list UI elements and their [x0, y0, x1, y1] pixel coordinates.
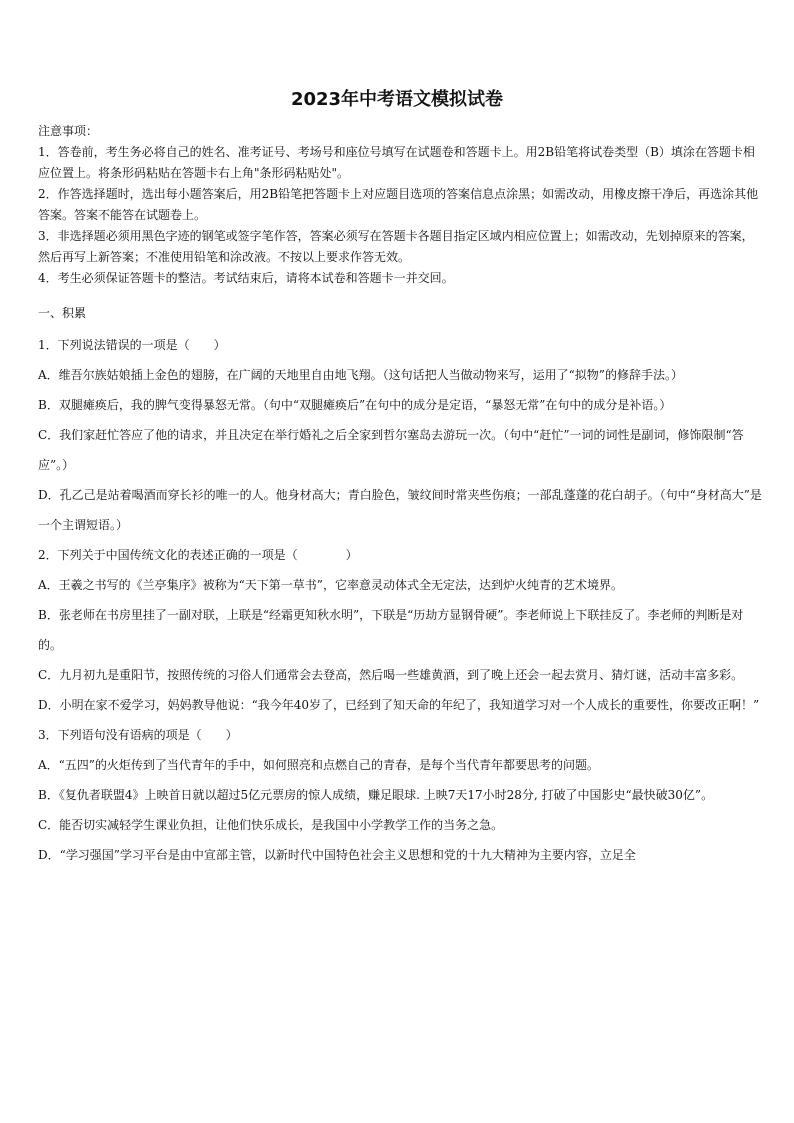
notice-heading: 注意事项： [38, 124, 99, 138]
page-title: 2023年中考语文模拟试卷 [290, 89, 504, 110]
question-option: A．王羲之书写的《兰亭集序》被称为“天下第一草书”，它率意灵动体式全无定法，达到炉火纯青的艺术境界。 [38, 578, 623, 592]
question-stem: 3．下列语句没有语病的项是（ ） [38, 728, 238, 742]
question-list [38, 330, 762, 870]
notice-item: 4．考生必须保证答题卡的整洁。考试结束后，请将本试卷和答题卡一并交回。 [38, 271, 454, 285]
notice-item: 1．答卷前，考生务必将自己的姓名、准考证号、考场号和座位号填写在试题卷和答题卡上。用2B铅笔将试卷类型（B）填涂在答题卡相应位置上。将条形码粘贴在答题卡右上角"条形码粘贴处"。 [38, 145, 755, 180]
question-option: D．孔乙己是站着喝酒而穿长衫的唯一的人。他身材高大；青白脸色，皱纹间时常夹些伤痕；一部乱蓬蓬的花白胡子。（句中“身材高大”是一个主谓短语。） [38, 488, 762, 532]
question-stem: 2．下列关于中国传统文化的表述正确的一项是（ ） [38, 548, 358, 562]
question-option: C．九月初九是重阳节，按照传统的习俗人们通常会去登高，然后喝一些雄黄酒，到了晚上还会一起去赏月、猜灯谜，活动丰富多彩。 [38, 668, 744, 682]
question-option: B．张老师在书房里挂了一副对联，上联是“经霜更知秋水明”，下联是“历劫方显钢骨硬”。李老师说上下联挂反了。李老师的判断是对的。 [38, 608, 744, 652]
section-heading: 一、积累 [38, 306, 87, 320]
notice-item: 2．作答选择题时，选出每小题答案后，用2B铅笔把答题卡上对应题目选项的答案信息点涂黑；如需改动，用橡皮擦干净后，再选涂其他答案。答案不能答在试题卷上。 [38, 187, 759, 222]
question-option: A．“五四”的火炬传到了当代青年的手中，如何照亮和点燃自己的青春，是每个当代青年都要思考的问题。 [38, 758, 599, 772]
question-option: B．《复仇者联盟4》上映首日就以超过5亿元票房的惊人成绩，赚足眼球. 上映7天17小时28分, 打破了中国影史“最快破30亿”。 [38, 788, 714, 802]
notice-item: 3．非选择题必须用黑色字迹的钢笔或签字笔作答，答案必须写在答题卡各题目指定区域内相应位置上；如需改动，先划掉原来的答案，然后再写上新答案；不准使用铅笔和涂改液。不按以上要求作答无效。 [38, 229, 754, 264]
question-option: B．双腿瘫痪后，我的脾气变得暴怒无常。（句中“双腿瘫痪后”在句中的成分是定语，“暴怒无常”在句中的成分是补语。） [38, 398, 672, 412]
question-option: C．我们家赶忙答应了他的请求，并且决定在举行婚礼之后全家到哲尔塞岛去游玩一次。（句中“赶忙”一词的词性是副词，修饰限制“答应”。） [38, 428, 744, 472]
question-option: D．小明在家不爱学习，妈妈教导他说：“我今年40岁了，已经到了知天命的年纪了，我知道学习对一个人成长的重要性，你要改正啊！” [38, 698, 760, 712]
question-option: A．维吾尔族姑娘插上金色的翅膀，在广阔的天地里自由地飞翔。（这句话把人当做动物来写，运用了“拟物”的修辞手法。） [38, 368, 683, 382]
notice-block [38, 121, 762, 289]
question-stem: 1．下列说法错误的一项是（ ） [38, 338, 226, 352]
question-option: C．能否切实减轻学生课业负担，让他们快乐成长，是我国中小学教学工作的当务之急。 [38, 818, 504, 832]
question-option: D．“学习强国”学习平台是由中宣部主管，以新时代中国特色社会主义思想和党的十九大精神为主要内容，立足全 [38, 848, 636, 862]
